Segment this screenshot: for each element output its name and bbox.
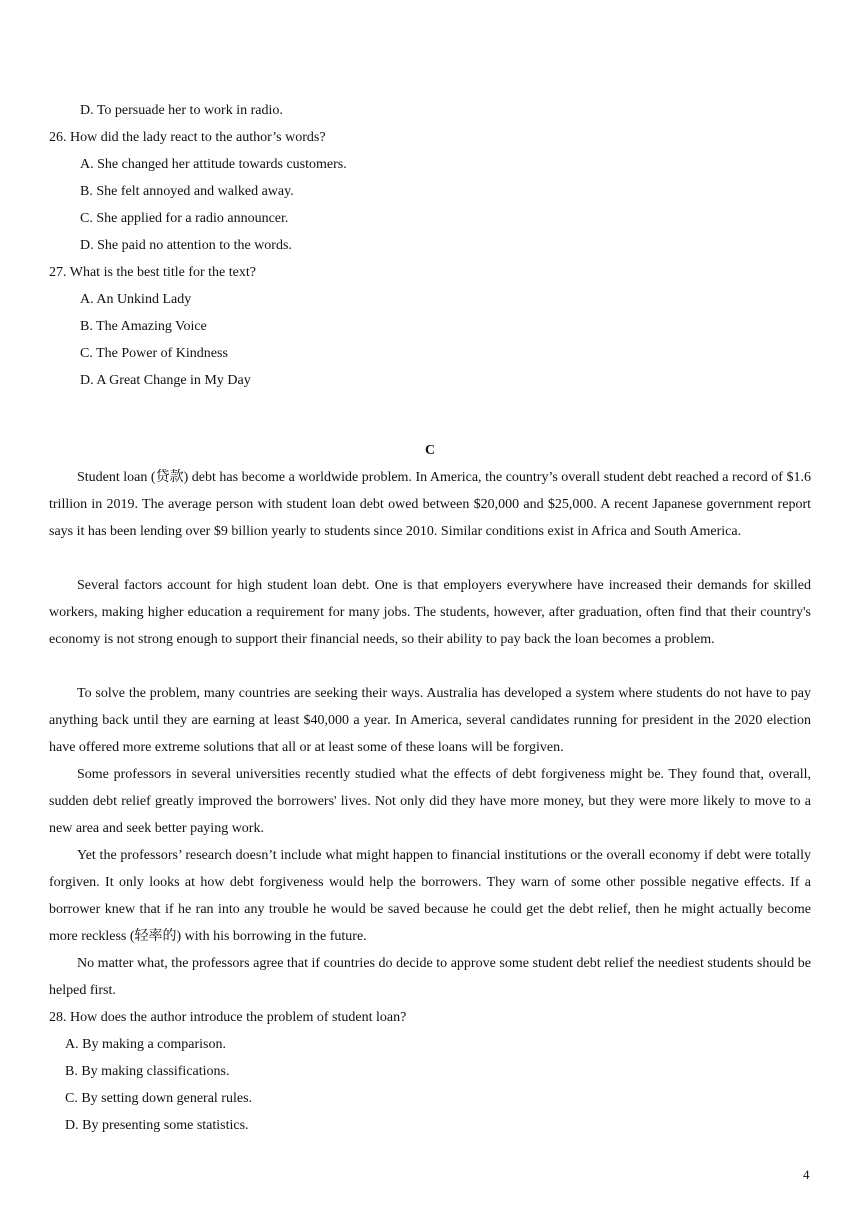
passage-paragraph-1: Student loan (贷款) debt has become a worldwide problem. In America, the country’s overall student debt reached a record of $1.6 trillion in 2019. The average person with student loan debt owed between $20,000 and $25,000. A recent Japanese government report says it has been lending over $9 billion yearly to students since 2010. Similar conditions exist in Africa and South America. [49,470,811,539]
q27-question: 27. What is the best title for the text? [49,265,256,280]
passage-paragraph-5: Yet the professors’ research doesn’t include what might happen to financial institutions or the overall economy if debt were totally forgiven. It only looks at how debt forgiveness would help the borrowers. They warn of some other possible negative effects. If a borrower knew that if he ran into any trouble he would be saved because he could get the debt relief, then he might actually become more reckless (轻率的) with his borrowing in the future. [49,848,811,944]
q26-option-b: B. She felt annoyed and walked away. [80,184,294,199]
q27-option-a: A. An Unkind Lady [80,292,192,307]
q26-option-d: D. She paid no attention to the words. [80,238,292,253]
q27-option-b: B. The Amazing Voice [80,319,207,334]
passage-paragraph-4: Some professors in several universities recently studied what the effects of debt forgiveness might be. They found that, overall, sudden debt relief greatly improved the borrowers' lives. Not only did they have more money, but they were more likely to move to a new area and seek better paying work. [49,767,811,836]
q28-option-a: A. By making a comparison. [65,1037,226,1052]
q26-option-c: C. She applied for a radio announcer. [80,211,289,226]
passage-paragraph-6: No matter what, the professors agree that if countries do decide to approve some student debt relief the neediest students should be helped first. [49,956,811,998]
q25-option-d: D. To persuade her to work in radio. [80,103,283,118]
q28-option-d: D. By presenting some statistics. [65,1118,249,1133]
passage-paragraph-3: To solve the problem, many countries are seeking their ways. Australia has developed a system where students do not have to pay anything back until they are earning at least $40,000 a year. In America, several candidates running for president in the 2020 election have offered more extreme solutions that all or at least some of these loans will be forgiven. [49,686,811,755]
q27-option-d: D. A Great Change in My Day [80,373,251,388]
section-c-heading: C [424,443,436,458]
passage-paragraph-2: Several factors account for high student loan debt. One is that employers everywhere have increased their demands for skilled workers, making higher education a requirement for many jobs. The students, however, after graduation, often find that their country's economy is not strong enough to support their financial needs, so their ability to pay back the loan becomes a problem. [49,578,811,647]
q26-option-a: A. She changed her attitude towards customers. [80,157,347,172]
q28-option-b: B. By making classifications. [65,1064,230,1079]
q27-option-c: C. The Power of Kindness [80,346,228,361]
page-number: 4 [803,1167,810,1182]
q28-option-c: C. By setting down general rules. [65,1091,253,1106]
q28-question: 28. How does the author introduce the problem of student loan? [49,1010,407,1025]
q26-question: 26. How did the lady react to the author’s words? [49,130,326,145]
